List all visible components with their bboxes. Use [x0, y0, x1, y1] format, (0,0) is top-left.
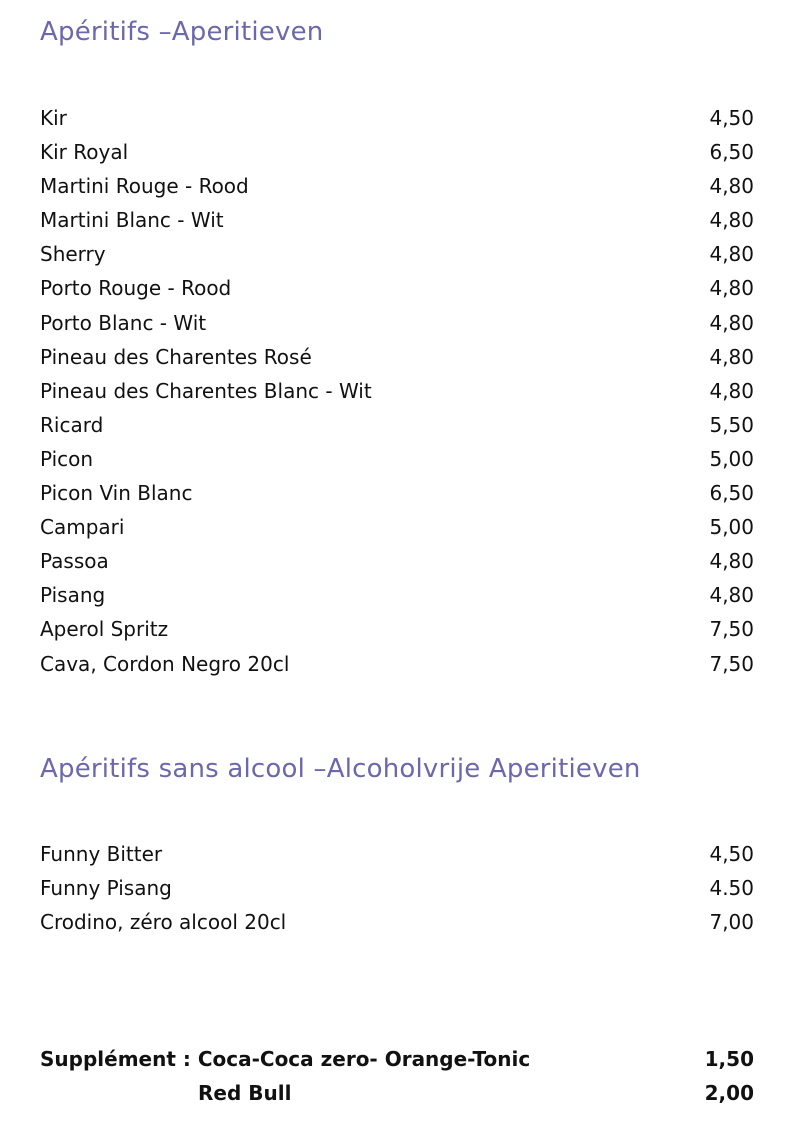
menu-item — [40, 203, 754, 237]
menu-item-name: Pisang — [40, 583, 106, 608]
menu-item-name: Funny Pisang — [40, 876, 172, 901]
menu-item — [40, 101, 754, 135]
menu-item-name: Cava, Cordon Negro 20cl — [40, 651, 290, 676]
menu-item-name: Porto Rouge - Rood — [40, 276, 232, 301]
menu-item-name: Passoa — [40, 549, 109, 574]
menu-item-name: Kir — [40, 106, 67, 130]
aperitifs-list — [40, 101, 754, 681]
menu-item-name: Sherry — [40, 242, 106, 267]
menu-item-price: 4,80 — [709, 242, 754, 267]
menu-item-name: Martini Rouge - Rood — [40, 174, 249, 199]
menu-item-price: 4,50 — [709, 842, 754, 866]
menu-item — [40, 578, 754, 612]
supplement-label: Supplément : Coca-Coca zero- Orange-Tonic — [40, 1047, 531, 1071]
menu-item-name: Martini Blanc - Wit — [40, 208, 224, 233]
menu-item — [40, 237, 754, 271]
menu-item — [40, 871, 754, 905]
menu-item — [40, 271, 754, 305]
menu-item — [40, 374, 754, 408]
menu-item-price: 4,80 — [709, 310, 754, 335]
supplement-price: 1,50 — [704, 1047, 754, 1071]
menu-item — [40, 510, 754, 544]
menu-item-price: 5,00 — [709, 446, 754, 471]
menu-item-price: 4,80 — [709, 549, 754, 574]
menu-item-price: 7,50 — [709, 651, 754, 676]
menu-item — [40, 612, 754, 646]
menu-item-price: 4.50 — [709, 876, 754, 901]
menu-item-price: 7,00 — [709, 910, 754, 935]
supplement-label: Red Bull — [198, 1081, 292, 1105]
supplement-row — [40, 1076, 754, 1110]
menu-item — [40, 135, 754, 169]
menu-item-name: Funny Bitter — [40, 842, 163, 866]
menu-item-price: 6,50 — [709, 481, 754, 506]
menu-item — [40, 340, 754, 374]
menu-item-name: Ricard — [40, 412, 104, 437]
menu-item — [40, 169, 754, 203]
menu-item-price: 7,50 — [709, 617, 754, 642]
menu-item-price: 4,80 — [709, 208, 754, 233]
menu-item-price: 6,50 — [709, 140, 754, 165]
menu-item-name: Picon — [40, 446, 94, 471]
menu-item-name: Campari — [40, 515, 125, 540]
menu-item-name: Pineau des Charentes Blanc - Wit — [40, 378, 372, 403]
menu-item — [40, 544, 754, 578]
menu-item-name: Aperol Spritz — [40, 617, 169, 642]
menu-item-price: 4,50 — [709, 106, 754, 130]
menu-item-price: 4,80 — [709, 583, 754, 608]
menu-item-name: Kir Royal — [40, 140, 129, 165]
non-alcoholic-list — [40, 837, 754, 939]
menu-item-price: 4,80 — [709, 174, 754, 199]
section-heading-aperitifs: Apéritifs –Aperitieven — [40, 17, 324, 47]
menu-item-name: Porto Blanc - Wit — [40, 310, 207, 335]
menu-item-price: 4,80 — [709, 276, 754, 301]
menu-item-name: Pineau des Charentes Rosé — [40, 344, 312, 369]
menu-item-price: 5,50 — [709, 412, 754, 437]
menu-item — [40, 306, 754, 340]
menu-item — [40, 442, 754, 476]
menu-item-name: Picon Vin Blanc — [40, 481, 193, 506]
menu-item-name: Crodino, zéro alcool 20cl — [40, 910, 287, 935]
menu-item-price: 4,80 — [709, 378, 754, 403]
menu-item — [40, 837, 754, 871]
supplement-row — [40, 1042, 754, 1076]
menu-item-price: 5,00 — [709, 515, 754, 540]
menu-item — [40, 905, 754, 939]
menu-item — [40, 647, 754, 681]
menu-item — [40, 476, 754, 510]
menu-item-price: 4,80 — [709, 344, 754, 369]
section-heading-non-alcoholic: Apéritifs sans alcool –Alcoholvrije Aperitieven — [40, 754, 641, 784]
supplement-block — [40, 1042, 754, 1110]
menu-item — [40, 408, 754, 442]
supplement-price: 2,00 — [704, 1081, 754, 1105]
